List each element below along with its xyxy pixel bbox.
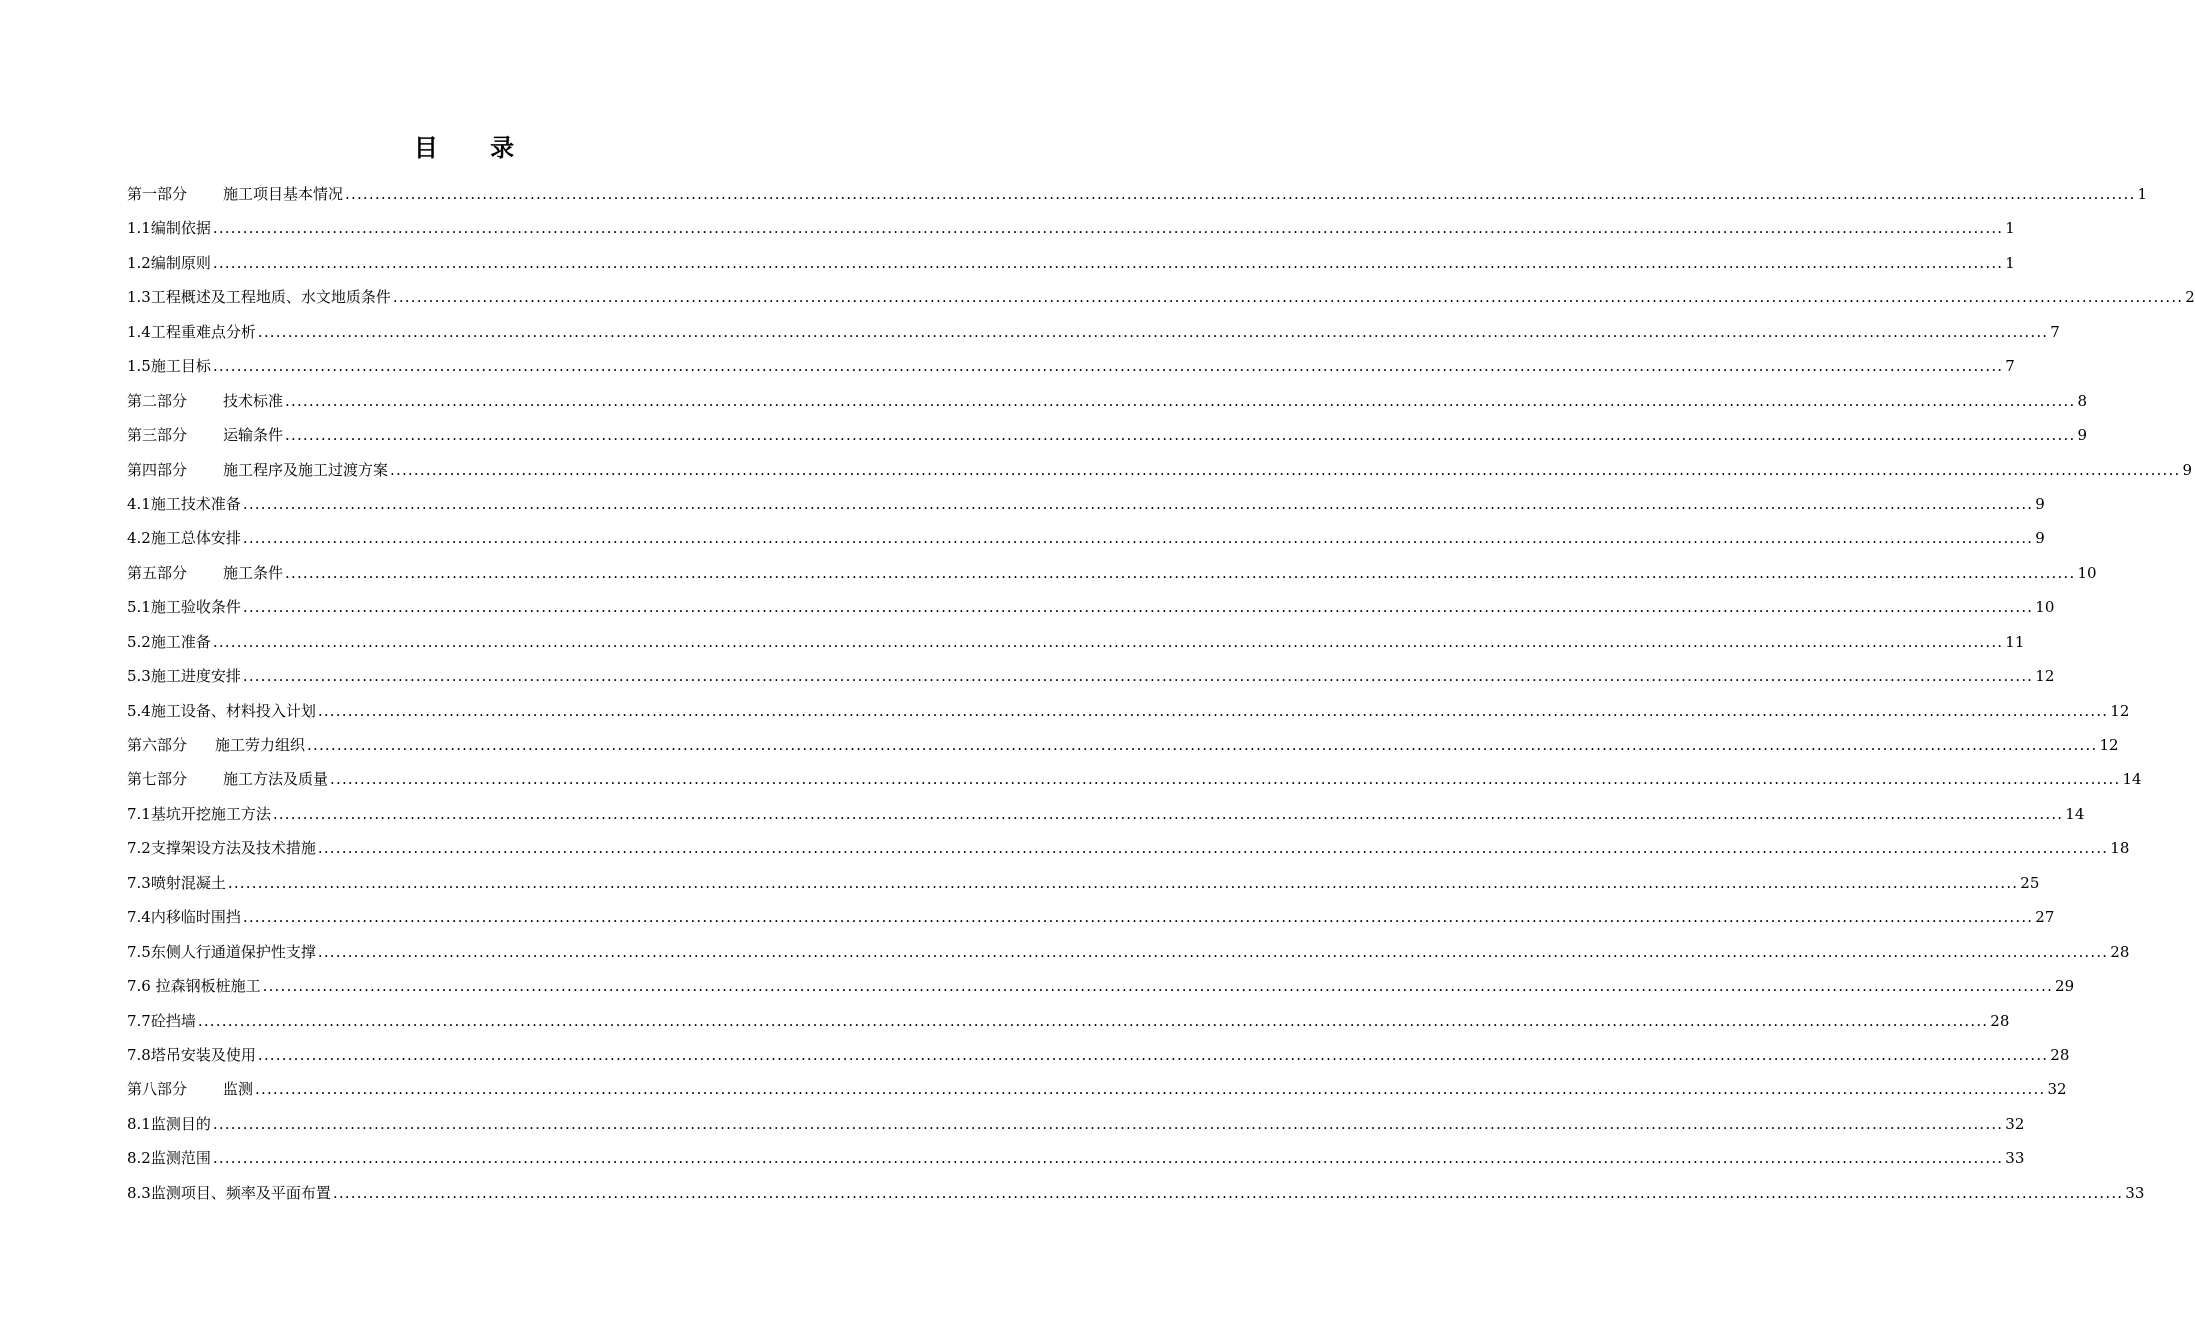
toc-entry-label: 1.4工程重难点分析 bbox=[127, 322, 256, 341]
toc-page-number: 1 bbox=[2137, 185, 2147, 203]
toc-entry-label: 施工条件 bbox=[223, 563, 284, 582]
toc-dot-leader: ............................................................................................................................................................................................................................................................................................................ bbox=[242, 598, 2034, 617]
toc-entry[interactable] bbox=[127, 556, 2097, 590]
toc-dot-leader: ............................................................................................................................................................................................................................................................................................................ bbox=[212, 253, 2004, 272]
toc-entry[interactable] bbox=[127, 900, 2055, 934]
toc-dot-leader: ............................................................................................................................................................................................................................................................................................................ bbox=[242, 529, 2034, 548]
toc-dot-leader: ............................................................................................................................................................................................................................................................................................................ bbox=[332, 1183, 2124, 1202]
toc-entry[interactable] bbox=[127, 453, 2192, 487]
toc-entry[interactable] bbox=[127, 487, 2045, 521]
toc-dot-leader: ............................................................................................................................................................................................................................................................................................................ bbox=[242, 908, 2034, 927]
toc-page-number: 25 bbox=[2020, 873, 2040, 892]
toc-entry[interactable] bbox=[127, 418, 2087, 452]
toc-page-number: 10 bbox=[2077, 563, 2097, 582]
toc-page-number: 28 bbox=[1990, 1011, 2010, 1030]
toc-entry-label: 4.1施工技术准备 bbox=[127, 494, 241, 513]
toc-entry-label: 1.3工程概述及工程地质、水文地质条件 bbox=[127, 288, 391, 307]
toc-dot-leader: ............................................................................................................................................................................................................................................................................................................ bbox=[285, 391, 2076, 410]
toc-page-number: 32 bbox=[2005, 1114, 2025, 1133]
toc-entry-label: 监测 bbox=[223, 1080, 254, 1099]
toc-entry[interactable] bbox=[127, 659, 2055, 693]
toc-entry[interactable] bbox=[127, 797, 2085, 831]
toc-entry-label: 7.7砼挡墙 bbox=[127, 1011, 196, 1030]
toc-dot-leader: ............................................................................................................................................................................................................................................................................................................ bbox=[212, 357, 2004, 376]
toc-dot-leader: ............................................................................................................................................................................................................................................................................................................ bbox=[197, 1011, 1989, 1030]
toc-page-number: 8 bbox=[2077, 391, 2087, 410]
toc-dot-leader: ............................................................................................................................................................................................................................................................................................................ bbox=[242, 667, 2034, 686]
toc-entry-label: 8.2监测范围 bbox=[127, 1149, 211, 1168]
toc-page-number: 9 bbox=[2035, 529, 2045, 548]
toc-dot-leader: ............................................................................................................................................................................................................................................................................................................ bbox=[212, 1114, 2004, 1133]
toc-entry[interactable] bbox=[127, 762, 2142, 796]
toc-dot-leader: ............................................................................................................................................................................................................................................................................................................ bbox=[307, 736, 2098, 754]
toc-entry-label: 5.4施工设备、材料投入计划 bbox=[127, 701, 316, 720]
toc-dot-leader: ............................................................................................................................................................................................................................................................................................................ bbox=[390, 460, 2181, 479]
toc-entry[interactable] bbox=[127, 866, 2040, 900]
toc-dot-leader: ............................................................................................................................................................................................................................................................................................................ bbox=[227, 873, 2019, 892]
toc-page-number: 32 bbox=[2047, 1080, 2067, 1099]
toc-page-number: 12 bbox=[2110, 701, 2130, 720]
toc-page-number: 7 bbox=[2050, 322, 2060, 341]
toc-entry-label: 4.2施工总体安排 bbox=[127, 529, 241, 548]
toc-page-number: 28 bbox=[2110, 942, 2130, 961]
toc-entry[interactable] bbox=[127, 625, 2025, 659]
toc-page-number: 33 bbox=[2005, 1149, 2025, 1168]
toc-page-number: 2 bbox=[2185, 288, 2195, 307]
toc-page-number: 12 bbox=[2099, 736, 2119, 754]
toc-dot-leader: ............................................................................................................................................................................................................................................................................................................ bbox=[257, 1045, 2049, 1064]
toc-part-label: 第七部分 bbox=[127, 770, 188, 789]
toc-page-number: 18 bbox=[2110, 839, 2130, 858]
toc-entry[interactable] bbox=[127, 315, 2060, 349]
toc-entry[interactable] bbox=[127, 590, 2055, 624]
toc-entry-label: 施工程序及施工过渡方案 bbox=[223, 460, 389, 479]
toc-dot-leader: ............................................................................................................................................................................................................................................................................................................ bbox=[212, 632, 2004, 651]
toc-entry[interactable] bbox=[127, 831, 2130, 865]
toc-entry[interactable] bbox=[127, 1072, 2067, 1106]
toc-entry-label: 5.3施工进度安排 bbox=[127, 667, 241, 686]
toc-dot-leader: ............................................................................................................................................................................................................................................................................................................ bbox=[330, 770, 2121, 789]
toc-part-label: 第八部分 bbox=[127, 1080, 188, 1099]
toc-entry[interactable] bbox=[127, 521, 2045, 555]
toc-entry[interactable] bbox=[127, 1141, 2025, 1175]
toc-page-number: 9 bbox=[2077, 426, 2087, 445]
toc-entry-label: 施工项目基本情况 bbox=[223, 185, 344, 203]
toc-page-number: 12 bbox=[2035, 667, 2055, 686]
toc-page-number: 27 bbox=[2035, 908, 2055, 927]
toc-entry-label: 7.3喷射混凝土 bbox=[127, 873, 226, 892]
toc-dot-leader: ............................................................................................................................................................................................................................................................................................................ bbox=[257, 322, 2049, 341]
toc-dot-leader: ............................................................................................................................................................................................................................................................................................................ bbox=[272, 804, 2064, 823]
toc-entry[interactable] bbox=[127, 935, 2130, 969]
toc-dot-leader: ............................................................................................................................................................................................................................................................................................................ bbox=[212, 219, 2004, 238]
toc-part-label: 第三部分 bbox=[127, 426, 188, 445]
toc-entry[interactable] bbox=[127, 384, 2087, 418]
toc-entry-label: 7.5东侧人行通道保护性支撑 bbox=[127, 942, 316, 961]
toc-entry-label: 7.8塔吊安装及使用 bbox=[127, 1045, 256, 1064]
toc-entry-label: 施工方法及质量 bbox=[223, 770, 329, 789]
toc-dot-leader: ............................................................................................................................................................................................................................................................................................................ bbox=[285, 426, 2076, 445]
toc-entry-label: 7.4内移临时围挡 bbox=[127, 908, 241, 927]
toc-entry-label: 7.2支撑架设方法及技术措施 bbox=[127, 839, 316, 858]
toc-entry-label: 1.2编制原则 bbox=[127, 253, 211, 272]
toc-page-number: 9 bbox=[2182, 460, 2192, 479]
toc-part-label: 第五部分 bbox=[127, 563, 188, 582]
toc-entry-label: 1.1编制依据 bbox=[127, 219, 211, 238]
toc-entry-label: 5.2施工准备 bbox=[127, 632, 211, 651]
table-of-contents bbox=[127, 177, 2195, 1210]
toc-entry[interactable] bbox=[127, 728, 2119, 762]
toc-page-number: 10 bbox=[2035, 598, 2055, 617]
toc-entry[interactable] bbox=[127, 694, 2130, 728]
toc-page-number: 11 bbox=[2005, 632, 2025, 651]
toc-entry-label: 技术标准 bbox=[223, 391, 284, 410]
toc-entry-label: 1.5施工目标 bbox=[127, 357, 211, 376]
toc-dot-leader: ............................................................................................................................................................................................................................................................................................................ bbox=[392, 288, 2184, 307]
toc-entry-label: 8.3监测项目、频率及平面布置 bbox=[127, 1183, 331, 1202]
toc-entry[interactable] bbox=[127, 1004, 2010, 1038]
toc-entry[interactable] bbox=[127, 1176, 2145, 1210]
toc-dot-leader: ............................................................................................................................................................................................................................................................................................................ bbox=[317, 942, 2109, 961]
toc-entry-label: 7.1基坑开挖施工方法 bbox=[127, 804, 271, 823]
toc-part-label: 第一部分 bbox=[127, 185, 188, 203]
toc-page-number: 9 bbox=[2035, 494, 2045, 513]
toc-title: 目 录 bbox=[413, 133, 537, 162]
toc-page-number: 7 bbox=[2005, 357, 2015, 376]
toc-dot-leader: ............................................................................................................................................................................................................................................................................................................ bbox=[285, 563, 2076, 582]
toc-entry-label: 7.6 拉森钢板桩施工 bbox=[127, 977, 261, 996]
toc-entry-label: 运输条件 bbox=[223, 426, 284, 445]
toc-dot-leader: ............................................................................................................................................................................................................................................................................................................ bbox=[255, 1080, 2046, 1099]
toc-page-number: 28 bbox=[2050, 1045, 2070, 1064]
toc-page-number: 14 bbox=[2065, 804, 2085, 823]
toc-part-label: 第二部分 bbox=[127, 391, 188, 410]
toc-dot-leader: ............................................................................................................................................................................................................................................................................................................ bbox=[317, 839, 2109, 858]
toc-entry[interactable] bbox=[127, 246, 2015, 280]
toc-dot-leader: ............................................................................................................................................................................................................................................................................................................ bbox=[262, 977, 2054, 996]
toc-page-number: 1 bbox=[2005, 219, 2015, 238]
toc-dot-leader: ............................................................................................................................................................................................................................................................................................................ bbox=[212, 1149, 2004, 1168]
toc-entry[interactable] bbox=[127, 969, 2075, 1003]
toc-dot-leader: ............................................................................................................................................................................................................................................................................................................ bbox=[317, 701, 2109, 720]
toc-page-number: 14 bbox=[2122, 770, 2142, 789]
toc-entry-label: 施工劳力组织 bbox=[215, 736, 306, 754]
toc-page-number: 33 bbox=[2125, 1183, 2145, 1202]
toc-entry[interactable] bbox=[127, 1038, 2070, 1072]
toc-dot-leader: ............................................................................................................................................................................................................................................................................................................ bbox=[345, 185, 2136, 203]
toc-part-label: 第四部分 bbox=[127, 460, 188, 479]
toc-page-number: 1 bbox=[2005, 253, 2015, 272]
toc-entry[interactable] bbox=[127, 177, 2147, 211]
toc-part-label: 第六部分 bbox=[127, 736, 188, 754]
toc-entry[interactable] bbox=[127, 211, 2015, 245]
toc-entry[interactable] bbox=[127, 1107, 2025, 1141]
toc-dot-leader: ............................................................................................................................................................................................................................................................................................................ bbox=[242, 494, 2034, 513]
toc-entry-label: 8.1监测目的 bbox=[127, 1114, 211, 1133]
toc-entry[interactable] bbox=[127, 349, 2015, 383]
toc-entry[interactable] bbox=[127, 280, 2195, 314]
toc-entry-label: 5.1施工验收条件 bbox=[127, 598, 241, 617]
toc-page-number: 29 bbox=[2055, 977, 2075, 996]
